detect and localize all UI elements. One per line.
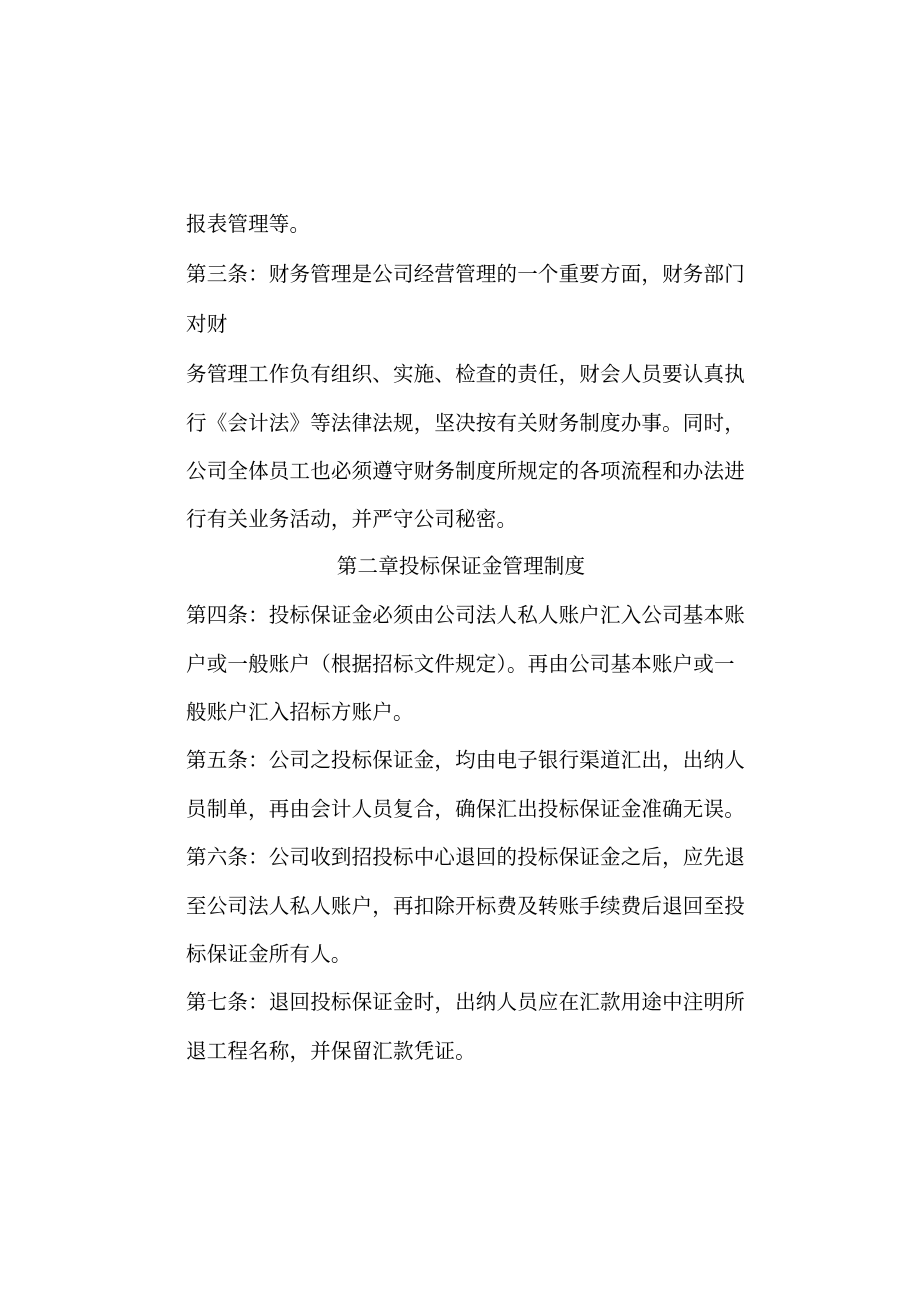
paragraph-line: 公司全体员工也必须遵守财务制度所规定的各项流程和办法进	[186, 459, 745, 483]
paragraph-line: 行《会计法》等法律法规，坚决按有关财务制度办事。同时，	[186, 411, 745, 435]
paragraph-line: 对财	[186, 312, 228, 336]
article-6-line: 第六条：公司收到招投标中心退回的投标保证金之后，应先退	[186, 845, 745, 869]
paragraph-line: 户或一般账户（根据招标文件规定）。再由公司基本账户或一	[186, 652, 735, 676]
article-4-line: 第四条：投标保证金必须由公司法人私人账户汇入公司基本账	[186, 603, 745, 627]
paragraph-line: 行有关业务活动，并严守公司秘密。	[186, 507, 518, 531]
paragraph-line: 标保证金所有人。	[186, 942, 352, 966]
paragraph-line: 务管理工作负有组织、实施、检查的责任，财会人员要认真执	[186, 362, 745, 386]
paragraph-line: 至公司法人私人账户，再扣除开标费及转账手续费后退回至投	[186, 894, 745, 918]
article-5-line: 第五条：公司之投标保证金，均由电子银行渠道汇出，出纳人	[186, 748, 745, 772]
paragraph-line: 报表管理等。	[186, 212, 311, 236]
article-7-line: 第七条：退回投标保证金时，出纳人员应在汇款用途中注明所	[186, 990, 745, 1014]
paragraph-line: 般账户汇入招标方账户。	[186, 700, 414, 724]
article-3-line: 第三条：财务管理是公司经营管理的一个重要方面，财务部门	[186, 262, 745, 286]
paragraph-line: 退工程名称，并保留汇款凭证。	[186, 1039, 476, 1063]
paragraph-line: 员制单，再由会计人员复合，确保汇出投标保证金准确无误。	[186, 797, 745, 821]
chapter-heading: 第二章投标保证金管理制度	[336, 554, 586, 578]
